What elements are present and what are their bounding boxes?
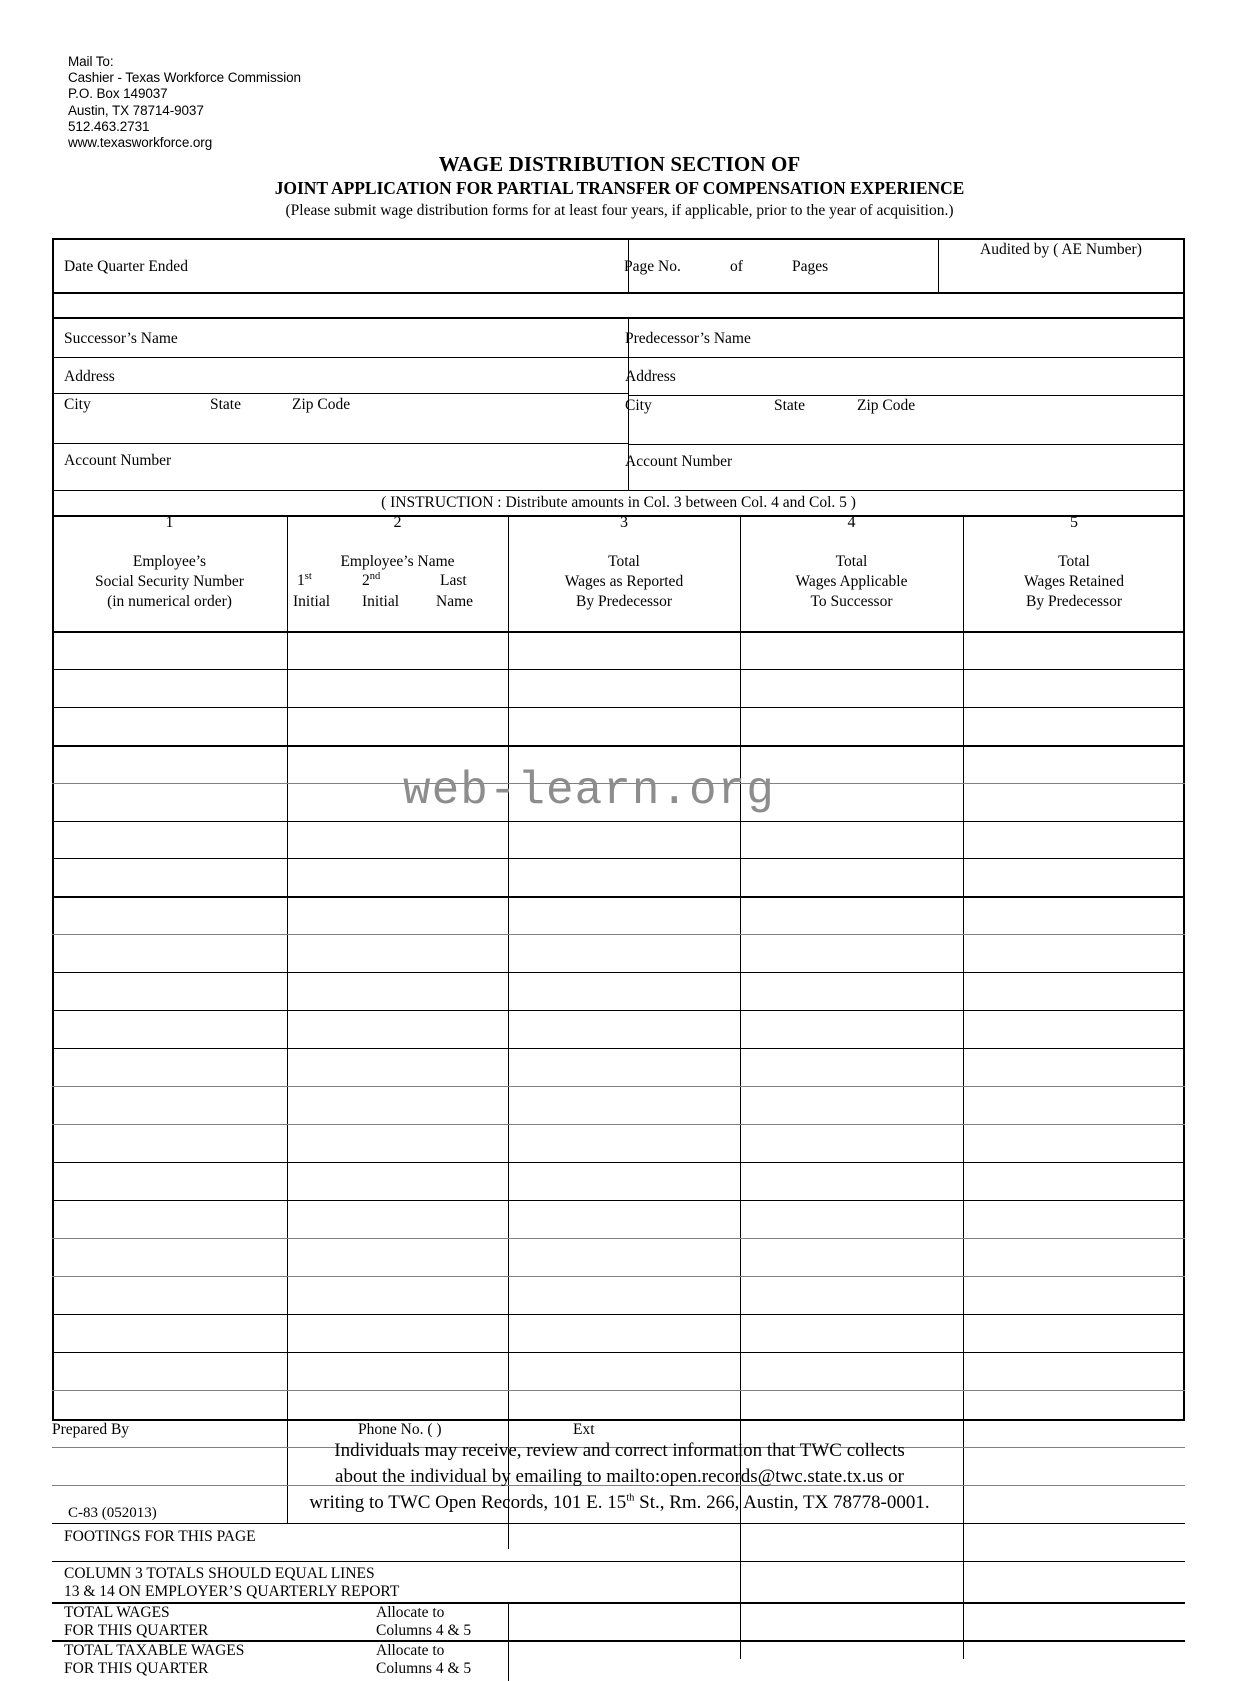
column-number-4: 4: [847, 514, 856, 531]
label-predecessor-state: State: [774, 397, 805, 414]
privacy-notice-line-3-post: St., Rm. 266, Austin, TX 78778-0001.: [634, 1492, 930, 1513]
label-column3-note-line-2: 13 & 14 ON EMPLOYER’S QUARTERLY REPORT: [64, 1583, 400, 1600]
label-phone-no: Phone No. ( ): [358, 1421, 442, 1438]
data-row-rule: [52, 972, 1185, 973]
label-total-wages-allocate-line-2: Columns 4 & 5: [376, 1622, 472, 1639]
label-date-quarter-ended: Date Quarter Ended: [64, 258, 188, 275]
rule-above-column3-note: [52, 1561, 1185, 1562]
rule-successor-address-bottom: [52, 393, 628, 394]
label-total-taxable-allocate-line-1: Allocate to: [376, 1642, 445, 1659]
privacy-notice: [0, 1438, 1239, 1516]
column-header-4: [740, 552, 963, 612]
data-row-rule: [52, 1124, 1185, 1125]
second-initial-suffix: nd: [369, 570, 381, 582]
column-header-2: [287, 552, 508, 572]
rule-below-spacer-band: [52, 317, 1185, 319]
column-header-5-line-1: Total: [1058, 553, 1090, 570]
mail-to-line-1: Mail To:: [68, 54, 114, 69]
rule-predecessor-city-bottom: [628, 444, 1185, 445]
column-rule-2-3: [508, 517, 509, 1549]
mail-to-block: [68, 54, 301, 151]
first-initial-suffix: st: [304, 570, 312, 582]
column-header-1-line-3: (in numerical order): [107, 593, 232, 610]
label-predecessor-city: City: [625, 397, 652, 414]
rule-above-total-wages: [52, 1602, 1185, 1604]
column-number-2: 2: [393, 514, 402, 531]
data-row-rule: [52, 1162, 1185, 1163]
page-subtitle: JOINT APPLICATION FOR PARTIAL TRANSFER OF COMPENSATION EXPERIENCE: [274, 178, 965, 198]
data-row-rule: [52, 707, 1185, 708]
mail-to-line-3: P.O. Box 149037: [68, 86, 168, 102]
column-header-5: [963, 552, 1185, 612]
label-successor-name: Successor’s Name: [64, 330, 178, 347]
column-header-2-last-top: Last: [440, 572, 467, 589]
privacy-notice-line-1: Individuals may receive, review and correct information that TWC collects: [334, 1440, 905, 1461]
rule-successor-city-bottom: [52, 443, 628, 444]
first-initial-number: 1: [297, 572, 305, 589]
data-row-rule: [52, 1010, 1185, 1011]
column-number-3: 3: [620, 514, 628, 531]
data-row-rule: [52, 1390, 1185, 1391]
label-predecessor-zip: Zip Code: [857, 397, 916, 414]
divider-audited-by: [938, 238, 939, 292]
data-row-rule: [52, 896, 1185, 898]
rule-parties-block-bottom: [52, 490, 1185, 491]
data-row-rule: [52, 934, 1185, 935]
column-header-3-line-1: Total: [608, 553, 640, 570]
label-successor-zip: Zip Code: [292, 396, 351, 413]
column-header-2-line-1: Employee’s Name: [340, 553, 455, 570]
data-row-rule: [52, 1352, 1185, 1353]
column-header-3: [508, 552, 740, 612]
column-rule-1-2: [287, 517, 288, 1523]
label-successor-state: State: [210, 396, 241, 413]
form-title-block: [0, 152, 1239, 221]
data-row-rule: [52, 669, 1185, 670]
privacy-notice-line-2: about the individual by emailing to mailto:open.records@twc.state.tx.us or: [335, 1466, 904, 1487]
label-audited-by: Audited by ( AE Number): [980, 241, 1142, 258]
instruction-text: ( INSTRUCTION : Distribute amounts in Col. 3 between Col. 4 and Col. 5 ): [381, 494, 856, 511]
column-header-1-line-1: Employee’s: [132, 553, 207, 570]
column-header-2-first-initial-bottom: Initial: [293, 593, 331, 610]
label-page-no: Page No.: [624, 258, 681, 275]
column-header-1-line-2: Social Security Number: [95, 573, 244, 590]
page-title-note: (Please submit wage distribution forms for at least four years, if applicable, prior to the year of acquisition.): [285, 202, 954, 219]
data-row-rule: [52, 821, 1185, 822]
label-predecessor-name: Predecessor’s Name: [625, 330, 751, 347]
watermark-text: web-learn.org: [403, 765, 775, 817]
column-number-1: 1: [165, 514, 174, 531]
mail-to-phone: 512.463.2731: [68, 118, 150, 134]
privacy-notice-line-3: [0, 1490, 1239, 1516]
rule-successor-name-bottom: [52, 357, 628, 358]
form-number: C-83 (052013): [68, 1505, 157, 1521]
label-total-taxable-wages-line-1: TOTAL TAXABLE WAGES: [64, 1642, 245, 1659]
privacy-notice-line-3-pre: writing to TWC Open Records, 101 E. 15: [309, 1492, 627, 1513]
column-number-5: 5: [1070, 514, 1078, 531]
mail-to-line-2: Cashier - Texas Workforce Commission: [68, 70, 301, 86]
data-row-rule: [52, 1238, 1185, 1239]
column-header-3-line-3: By Predecessor: [576, 593, 672, 610]
data-row-rule: [52, 745, 1185, 747]
column-header-2-second-initial-bottom: Initial: [362, 593, 400, 610]
data-row-rule: [52, 1314, 1185, 1315]
label-successor-account-number: Account Number: [64, 452, 172, 469]
label-successor-city: City: [64, 396, 91, 413]
label-total-wages-line-2: FOR THIS QUARTER: [64, 1622, 209, 1639]
data-row-rule: [52, 1086, 1185, 1087]
label-total-wages-line-1: TOTAL WAGES: [64, 1604, 170, 1621]
data-row-rule: [52, 1200, 1185, 1201]
table-border-top: [52, 238, 1185, 240]
label-total-taxable-allocate-line-2: Columns 4 & 5: [376, 1660, 472, 1677]
rule-below-column-headers: [52, 631, 1185, 633]
label-predecessor-address: Address: [625, 368, 676, 385]
column-header-3-line-2: Wages as Reported: [564, 573, 684, 590]
rule-above-footings: [52, 1523, 1185, 1524]
footer-rule-label-column: [508, 1602, 509, 1681]
column-header-4-line-3: To Successor: [810, 593, 893, 610]
mail-to-website: www.texasworkforce.org: [68, 135, 213, 151]
data-row-rule: [52, 1048, 1185, 1049]
label-successor-address: Address: [64, 368, 115, 385]
table-border-right: [1183, 238, 1185, 1421]
second-initial-number: 2: [362, 572, 370, 589]
rule-below-header-row: [52, 292, 1185, 294]
label-predecessor-account-number: Account Number: [625, 453, 733, 470]
column-header-5-line-2: Wages Retained: [1024, 573, 1124, 590]
data-row-rule: [52, 858, 1185, 859]
label-column3-note-line-1: COLUMN 3 TOTALS SHOULD EQUAL LINES: [64, 1565, 375, 1582]
label-page-of: of: [730, 258, 743, 275]
privacy-notice-line-3-ordinal: th: [626, 1492, 635, 1504]
label-pages: Pages: [792, 258, 829, 275]
label-footings-for-this-page: FOOTINGS FOR THIS PAGE: [64, 1528, 256, 1545]
column-header-2-last-bottom: Name: [436, 593, 474, 610]
mail-to-line-4: Austin, TX 78714-9037: [68, 102, 204, 118]
column-header-1: [52, 552, 287, 612]
table-border-left: [52, 238, 54, 1421]
data-row-rule: [52, 1276, 1185, 1277]
label-total-taxable-wages-line-2: FOR THIS QUARTER: [64, 1660, 209, 1677]
rule-predecessor-name-bottom: [628, 357, 1185, 358]
column-header-2-second-initial-top: [362, 572, 380, 589]
column-header-2-first-initial-top: [297, 572, 312, 589]
page-title: WAGE DISTRIBUTION SECTION OF: [438, 152, 801, 176]
label-ext: Ext: [573, 1421, 595, 1438]
column-header-4-line-2: Wages Applicable: [795, 573, 908, 590]
label-total-wages-allocate-line-1: Allocate to: [376, 1604, 445, 1621]
column-header-5-line-3: By Predecessor: [1026, 593, 1122, 610]
label-prepared-by: Prepared By: [52, 1421, 130, 1438]
column-header-4-line-1: Total: [835, 553, 868, 570]
rule-predecessor-address-bottom: [628, 395, 1185, 396]
